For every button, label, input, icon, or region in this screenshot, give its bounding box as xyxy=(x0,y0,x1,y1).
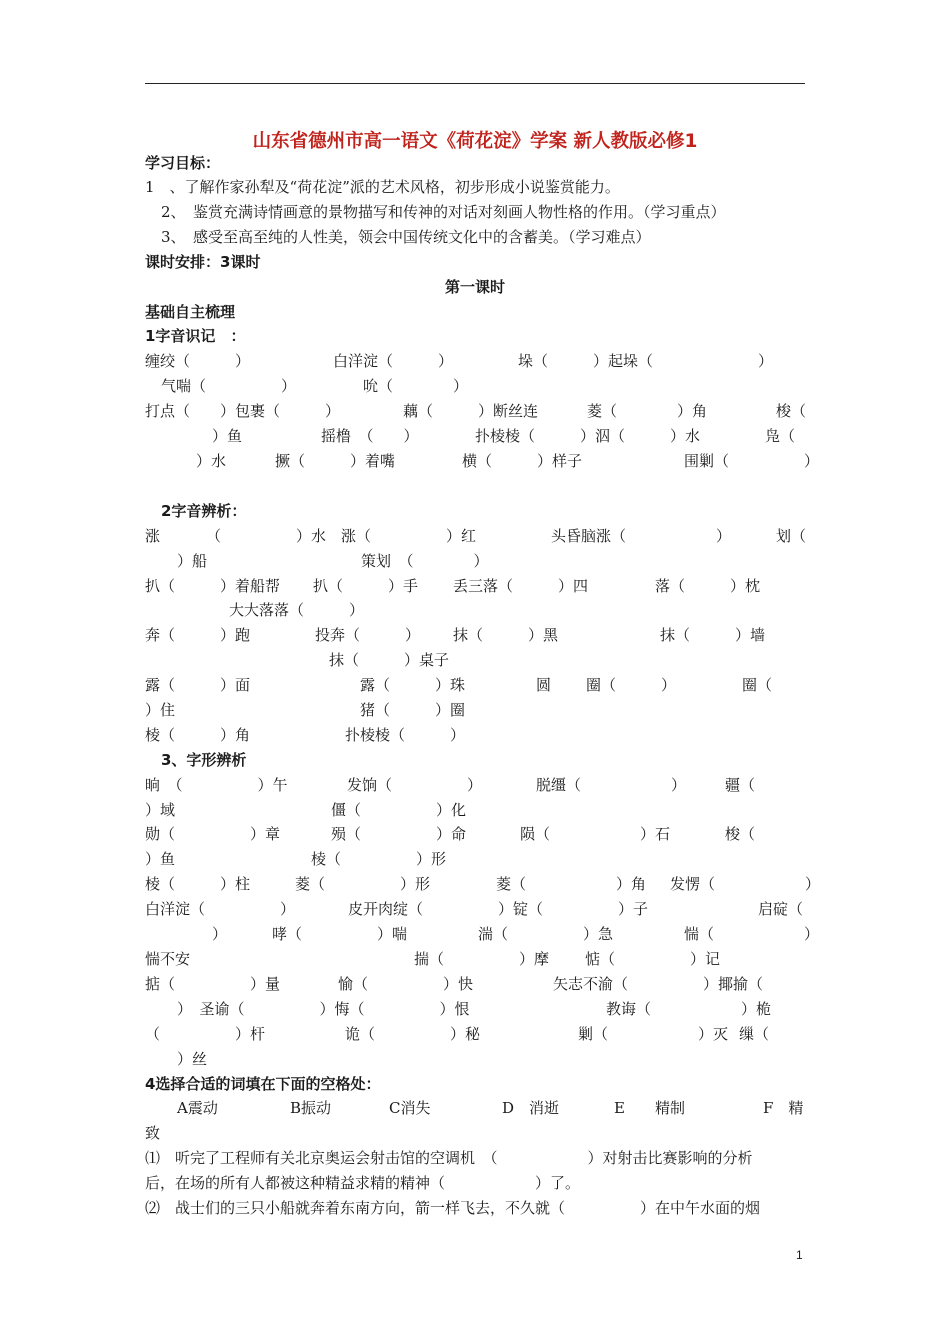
text-line xyxy=(145,251,805,273)
text-segment: 致 xyxy=(145,1124,161,1142)
text-line xyxy=(145,525,805,547)
text-segment: 皮开肉绽（ ）锭（ ）子 xyxy=(348,900,649,918)
text-line xyxy=(145,201,805,223)
text-segment: 头昏脑涨（ ） xyxy=(551,527,732,545)
text-segment: 涨 xyxy=(145,527,161,545)
text-segment: 晌 （ ）午 xyxy=(145,776,288,794)
text-segment: 缫（ xyxy=(739,1025,770,1043)
text-segment: 2、 鉴赏充满诗情画意的景物描写和传神的对话对刻画人物性格的作用。（学习重点） xyxy=(161,203,726,221)
text-segment: 白洋淀（ ） xyxy=(333,352,454,370)
text-segment: 棱（ ）柱 xyxy=(145,875,251,893)
text-segment: 1字音识记 ： xyxy=(145,327,246,345)
text-segment: 打点（ ）包裹（ ） xyxy=(145,402,341,420)
text-segment: 凫（ xyxy=(765,427,796,445)
text-line xyxy=(145,375,805,397)
text-segment: 发愣（ ） xyxy=(670,875,821,893)
text-line xyxy=(145,898,805,920)
text-line xyxy=(145,425,805,447)
text-segment: 圈（ xyxy=(742,676,773,694)
text-line xyxy=(145,176,805,198)
text-segment: 矢志不渝（ ）揶揄（ xyxy=(553,975,764,993)
text-line xyxy=(145,1023,805,1045)
text-line xyxy=(145,923,820,945)
text-segment: 梭（ xyxy=(725,825,756,843)
text-segment: 惴不安 xyxy=(145,950,191,968)
text-segment: 学习目标： xyxy=(145,154,221,172)
text-segment: 棱（ ）角 xyxy=(145,726,251,744)
text-segment: 3、 感受至高至纯的人性美，领会中国传统文化中的含蓄美。（学习难点） xyxy=(161,228,651,246)
text-segment: 露（ ）珠 xyxy=(360,676,466,694)
text-segment: 基础自主梳理 xyxy=(145,303,236,321)
header-rule xyxy=(145,83,805,84)
text-segment: 2字音辨析： xyxy=(161,502,247,520)
text-segment: E 精制 xyxy=(614,1099,685,1117)
text-segment: 后，在场的所有人都被这种精益求精的精神（ ）了。 xyxy=(145,1174,581,1192)
text-segment: 白洋淀（ ） xyxy=(145,900,296,918)
text-segment: 第一课时 xyxy=(444,278,505,296)
text-segment: 哮（ ）喘 xyxy=(272,925,408,943)
text-line xyxy=(145,649,805,671)
text-line xyxy=(145,450,820,472)
text-segment: 扑棱棱（ ）泅（ ）水 xyxy=(475,427,701,445)
text-segment: 露（ ）面 xyxy=(145,676,251,694)
text-line xyxy=(145,948,805,970)
text-segment: 抹（ ）桌子 xyxy=(329,651,450,669)
text-segment: 菱（ ）角 xyxy=(587,402,708,420)
text-line xyxy=(145,350,805,372)
text-line xyxy=(145,301,805,323)
text-line xyxy=(145,550,805,572)
text-line xyxy=(145,973,805,995)
text-segment: 陨（ ）石 xyxy=(520,825,671,843)
text-segment: 气喘（ ） xyxy=(161,377,297,395)
text-segment: 1 、了解作家孙犁及“荷花淀”派的艺术风格，初步形成小说鉴赏能力。 xyxy=(145,178,620,196)
text-segment: 启碇（ xyxy=(758,900,804,918)
text-segment: C消失 xyxy=(389,1099,431,1117)
text-line xyxy=(145,1073,805,1095)
text-segment: ）水 xyxy=(196,452,227,470)
text-line xyxy=(145,1122,805,1144)
text-segment: 惴（ ） xyxy=(684,925,820,943)
text-segment: ）鱼 xyxy=(212,427,243,445)
text-segment: 僵（ ）化 xyxy=(331,801,467,819)
text-segment: 课时安排：3课时 xyxy=(145,253,261,271)
text-segment: 4选择合适的词填在下面的空格处： xyxy=(145,1075,381,1093)
text-segment: ）住 xyxy=(145,701,176,719)
text-segment: 丢三落（ ）四 xyxy=(453,577,589,595)
text-line xyxy=(145,873,821,895)
text-segment: ）丝 xyxy=(177,1050,208,1068)
text-segment: 撅（ ）着嘴 xyxy=(275,452,396,470)
page-number: 1 xyxy=(796,1248,803,1262)
text-segment: 梭（ xyxy=(776,402,807,420)
text-segment: 3、字形辨析 xyxy=(161,751,247,769)
text-line xyxy=(145,325,805,347)
text-line xyxy=(145,575,805,597)
text-segment: ）域 xyxy=(145,801,176,819)
text-segment: 诡（ ）秘 xyxy=(345,1025,481,1043)
text-line xyxy=(145,276,805,298)
text-segment: 湍（ ）急 xyxy=(478,925,614,943)
text-line xyxy=(145,799,805,821)
text-segment: ）船 xyxy=(177,552,208,570)
text-line xyxy=(145,699,805,721)
text-line xyxy=(145,749,805,771)
text-segment: 揣（ ）摩 xyxy=(414,950,550,968)
text-line xyxy=(145,624,805,646)
text-line xyxy=(145,1197,805,1219)
text-segment: ） 圣谕（ ）悔（ ）恨 xyxy=(177,1000,470,1018)
text-line xyxy=(145,998,805,1020)
text-segment: 吮（ ） xyxy=(363,377,469,395)
text-line xyxy=(145,1147,805,1169)
text-line xyxy=(145,226,805,248)
text-segment: 抹（ ）墙 xyxy=(660,626,766,644)
text-line xyxy=(145,152,805,174)
text-segment: 剿（ ）灭 xyxy=(578,1025,729,1043)
text-segment: 扑棱棱（ ） xyxy=(345,726,466,744)
text-segment: 圈（ ） xyxy=(586,676,677,694)
text-segment: 藕（ ）断丝连 xyxy=(403,402,539,420)
text-segment: 扒（ ）着船帮 xyxy=(145,577,281,595)
text-segment: 奔（ ）跑 xyxy=(145,626,251,644)
text-segment: 脱缰（ ） xyxy=(536,776,687,794)
text-line xyxy=(145,724,805,746)
text-segment: 策划 （ ） xyxy=(361,552,489,570)
text-line xyxy=(145,774,805,796)
text-segment: 圆 xyxy=(536,676,552,694)
text-segment: 菱（ ）角 xyxy=(496,875,647,893)
text-segment: 抹（ ）黑 xyxy=(453,626,559,644)
text-segment: 划（ xyxy=(776,527,807,545)
text-segment: 发饷（ ） xyxy=(347,776,483,794)
text-line xyxy=(145,1172,805,1194)
text-segment: F 精 xyxy=(763,1099,804,1117)
text-line xyxy=(145,599,805,621)
text-segment: 教诲（ ）桅 xyxy=(606,1000,772,1018)
text-segment: 愉（ ）快 xyxy=(338,975,474,993)
text-segment: 落（ ）枕 xyxy=(655,577,761,595)
text-segment: 棱（ ）形 xyxy=(311,850,447,868)
text-line xyxy=(145,1097,805,1119)
text-segment: 大大落落（ ） xyxy=(229,601,365,619)
text-segment: A震动 xyxy=(177,1099,218,1117)
text-segment: 摇橹 （ ） xyxy=(321,427,419,445)
text-segment: 垛（ ）起垛（ ） xyxy=(518,352,774,370)
text-segment: D 消逝 xyxy=(502,1099,560,1117)
text-segment: 掂（ ）量 xyxy=(145,975,281,993)
text-segment: 缠绞（ ） xyxy=(145,352,251,370)
text-segment: 殒（ ）命 xyxy=(331,825,467,843)
text-segment: 扒（ ）手 xyxy=(313,577,419,595)
text-segment: 围剿（ ） xyxy=(684,452,820,470)
text-segment: ）鱼 xyxy=(145,850,176,868)
text-line xyxy=(145,674,805,696)
text-line xyxy=(145,1048,805,1070)
text-segment: ） xyxy=(212,925,228,943)
text-line xyxy=(145,823,805,845)
document-title: 山东省德州市高一语文《荷花淀》学案 新人教版必修1 xyxy=(252,131,698,152)
text-segment: ⑴ 听完了工程师有关北京奥运会射击馆的空调机 （ ）对射击比赛影响的分析 xyxy=(145,1149,753,1167)
text-segment: 菱（ ）形 xyxy=(295,875,431,893)
text-segment: （ ）杆 xyxy=(145,1025,266,1043)
text-segment: 投奔（ ） xyxy=(315,626,421,644)
text-segment: 横（ ）样子 xyxy=(462,452,583,470)
text-segment: B振动 xyxy=(290,1099,332,1117)
text-segment: 疆（ xyxy=(725,776,756,794)
text-segment: 惦（ ）记 xyxy=(585,950,721,968)
text-segment: 猪（ ）圈 xyxy=(360,701,466,719)
text-segment: （ ）水 涨（ ）红 xyxy=(206,527,477,545)
text-line xyxy=(145,400,805,422)
text-segment: ⑵ 战士们的三只小船就奔着东南方向，箭一样飞去，不久就（ ）在中午水面的烟 xyxy=(145,1199,761,1217)
text-line xyxy=(145,848,805,870)
text-segment: 勋（ ）章 xyxy=(145,825,281,843)
text-line xyxy=(145,500,805,522)
